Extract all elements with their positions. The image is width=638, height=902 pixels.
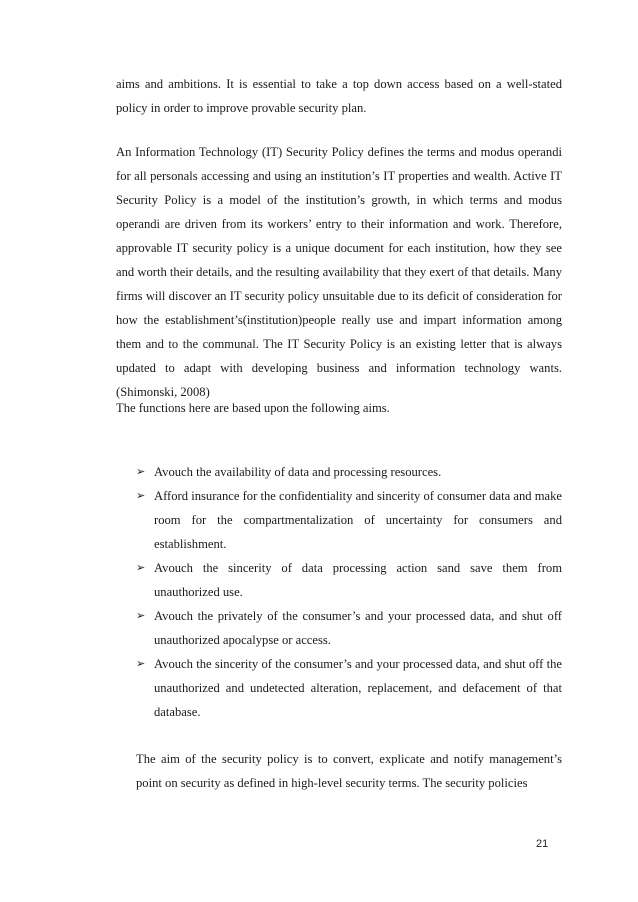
arrow-bullet-icon: ➢ xyxy=(136,657,146,670)
paragraph-security-policy-aim: The aim of the security policy is to convert, explicate and notify management’s point on security as defined in high-level security terms. The security policies xyxy=(136,752,562,790)
paragraph-aims-continued: aims and ambitions. It is essential to take a top down access based on a well-stated policy in order to improve provable security plan. xyxy=(116,77,562,115)
list-item xyxy=(136,652,562,724)
arrow-bullet-icon: ➢ xyxy=(136,609,146,622)
list-item-text: Avouch the privately of the consumer’s and your processed data, and shut off unauthorized apocalypse or access. xyxy=(154,609,562,647)
list-item xyxy=(136,460,562,484)
arrow-bullet-icon: ➢ xyxy=(136,489,146,502)
arrow-bullet-icon: ➢ xyxy=(136,465,146,478)
aims-bullet-list xyxy=(136,460,562,724)
list-item-text: Avouch the sincerity of the consumer’s and your processed data, and shut off the unauthorized and undetected alteration, replacement, and defacement of that database. xyxy=(154,657,562,719)
list-item-text: Avouch the sincerity of data processing action sand save them from unauthorized use. xyxy=(154,561,562,599)
list-item-text: Avouch the availability of data and processing resources. xyxy=(154,465,442,479)
list-item xyxy=(136,556,562,604)
paragraph-it-security-policy: An Information Technology (IT) Security Policy defines the terms and modus operandi for all personals accessing and using an institution’s IT properties and wealth. Active IT Security Policy is a model of the institution’s growth, in which terms and modus operandi are driven from its workers’ entry to their information and work. Therefore, approvable IT security policy is a unique document for each institution, how they see and worth their details, and the resulting availability that they exert of that details. Many firms will discover an IT security policy unsuitable due to its deficit of consideration for how the establishment’s(institution)people really use and impart information among them and to the communal. The IT Security Policy is an existing letter that is always updated to adapt with developing business and information technology wants.(Shimonski, 2008) xyxy=(116,145,562,399)
list-item-text: Afford insurance for the confidentiality and sincerity of consumer data and make room for the compartmentalization of uncertainty for consumers and establishment. xyxy=(154,489,562,551)
arrow-bullet-icon: ➢ xyxy=(136,561,146,574)
list-item xyxy=(136,484,562,556)
list-item xyxy=(136,604,562,652)
paragraph-functions-intro: The functions here are based upon the following aims. xyxy=(116,401,390,415)
page-number: 21 xyxy=(536,838,549,850)
